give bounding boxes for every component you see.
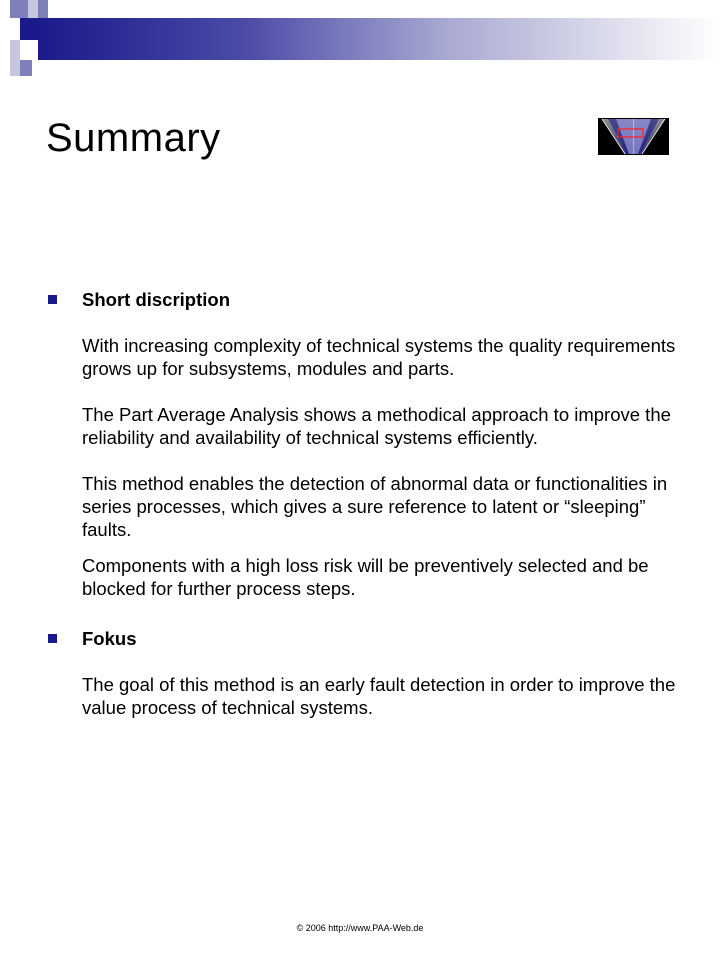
item-paragraph: Components with a high loss risk will be preventively selected and be blocked for further process steps. [82, 555, 649, 599]
decor-square [20, 60, 32, 76]
decor-square [10, 0, 28, 18]
list-item [48, 288, 698, 600]
item-heading: Short discription [82, 289, 230, 310]
bullet-square-icon [48, 634, 57, 643]
decor-square [10, 40, 20, 76]
paa-logo-icon [598, 118, 669, 155]
list-item [48, 627, 698, 719]
item-heading: Fokus [82, 628, 137, 649]
item-paragraph: The Part Average Analysis shows a methodical approach to improve the reliability and availability of technical systems efficiently. [82, 404, 671, 448]
header-gradient-bar [38, 18, 720, 60]
item-paragraph: The goal of this method is an early fault detection in order to improve the value process of technical systems. [82, 674, 676, 718]
decor-square [28, 0, 38, 18]
decor-square [20, 18, 38, 40]
slide-title: Summary [46, 116, 221, 160]
bullet-square-icon [48, 295, 57, 304]
copyright-footer: © 2006 http://www.PAA-Web.de [296, 923, 424, 933]
item-paragraph: This method enables the detection of abnormal data or functionalities in series processes, which gives a sure reference to latent or “sleeping” faults. [82, 473, 668, 540]
decor-square [38, 0, 48, 18]
slide-content [48, 288, 698, 742]
decor-square [10, 18, 20, 40]
item-paragraph: With increasing complexity of technical systems the quality requirements grows up for subsystems, modules and parts. [82, 335, 676, 379]
